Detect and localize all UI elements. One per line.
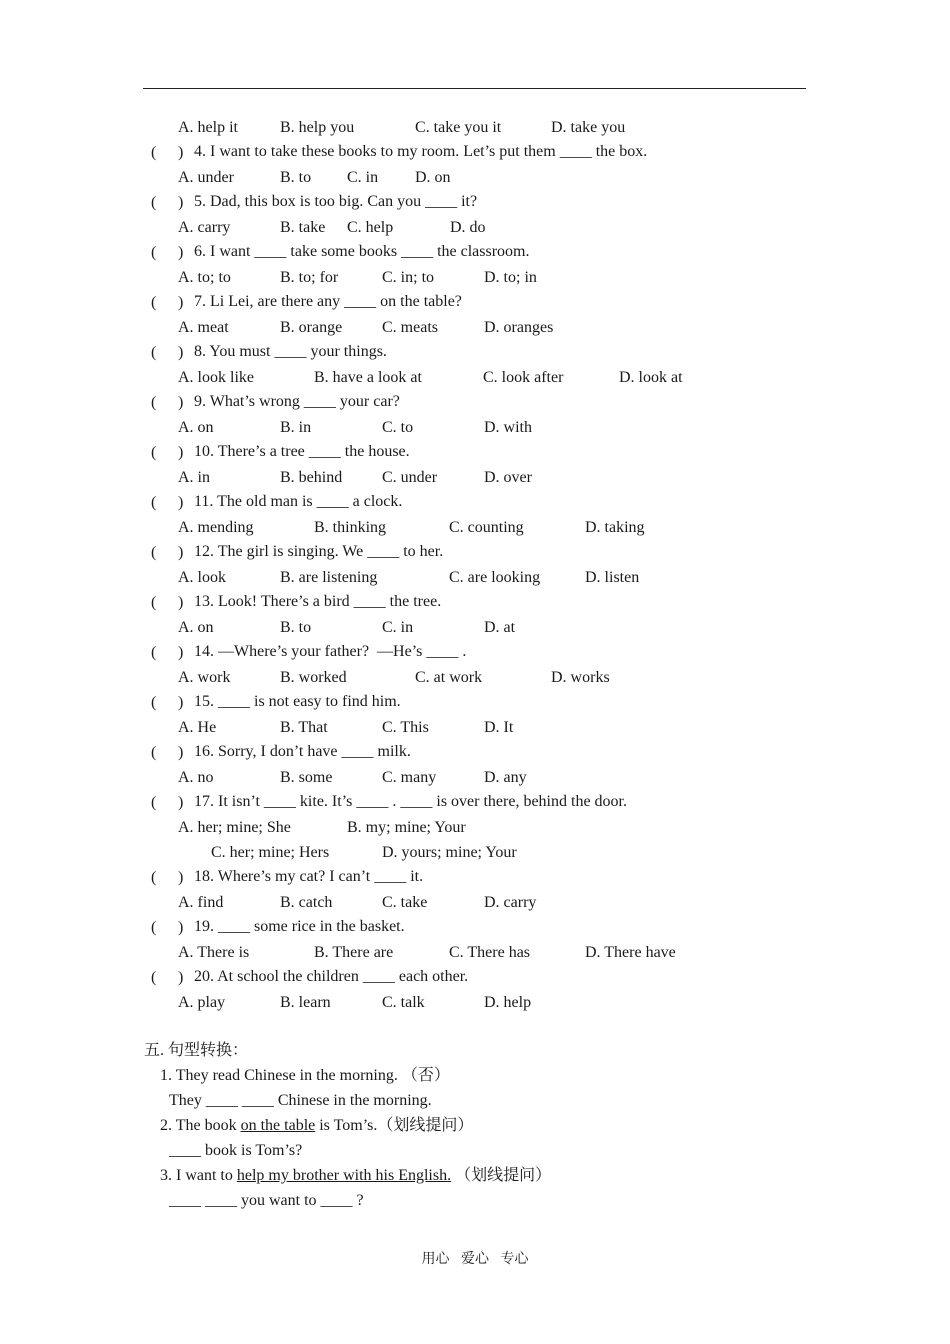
q16-option-d: D. any — [484, 769, 527, 786]
answer-blank-close-11: ) — [178, 494, 184, 511]
transform-q1 — [160, 1065, 450, 1087]
q18-option-c: C. take — [382, 894, 428, 911]
q12-option-d: D. listen — [585, 569, 640, 586]
question-8-stem: 8. You must ____ your things. — [194, 343, 387, 360]
answer-blank-close-17: ) — [178, 794, 184, 811]
question-14-stem: 14. —Where’s your father? —He’s ____ . — [194, 643, 467, 660]
q14-option-b: B. worked — [280, 669, 347, 686]
question-9-stem: 9. What’s wrong ____ your car? — [194, 393, 400, 410]
answer-blank-close-14: ) — [178, 644, 184, 661]
q8-option-d: D. look at — [619, 369, 683, 386]
q14-option-c: C. at work — [415, 669, 483, 686]
q3-option-a: A. help it — [178, 119, 238, 136]
q8-option-a: A. look like — [178, 369, 254, 386]
answer-blank-close-7: ) — [178, 294, 184, 311]
q7-option-b: B. orange — [280, 319, 343, 336]
answer-blank-close-15: ) — [178, 694, 184, 711]
q8-option-c: C. look after — [483, 369, 564, 386]
q15-option-d: D. It — [484, 719, 514, 736]
transform-q1-note: （否） — [401, 1067, 450, 1084]
answer-blank-close-20: ) — [178, 969, 184, 986]
question-16-stem: 16. Sorry, I don’t have ____ milk. — [194, 743, 411, 760]
question-6-stem: 6. I want ____ take some books ____ the classroom. — [194, 243, 530, 260]
answer-blank-open-4: ( — [151, 144, 157, 161]
q11-option-b: B. thinking — [314, 519, 387, 536]
answer-blank-open-13: ( — [151, 594, 157, 611]
q13-option-d: D. at — [484, 619, 516, 636]
q9-option-a: A. on — [178, 419, 214, 436]
transform-q2-post: is Tom’s. — [315, 1117, 378, 1134]
q14-option-d: D. works — [551, 669, 610, 686]
q20-option-b: B. learn — [280, 994, 331, 1011]
question-15-stem: 15. ____ is not easy to find him. — [194, 693, 401, 710]
header-rule — [143, 88, 806, 89]
q19-option-d: D. There have — [585, 944, 676, 961]
q19-option-a: A. There is — [178, 944, 250, 961]
q15-option-a: A. He — [178, 719, 217, 736]
answer-blank-open-20: ( — [151, 969, 157, 986]
q13-option-c: C. in — [382, 619, 414, 636]
answer-blank-open-18: ( — [151, 869, 157, 886]
answer-blank-open-12: ( — [151, 544, 157, 561]
q20-option-c: C. talk — [382, 994, 425, 1011]
q15-option-c: C. This — [382, 719, 429, 736]
q8-option-b: B. have a look at — [314, 369, 422, 386]
q10-option-a: A. in — [178, 469, 210, 486]
q17-option-b: B. my; mine; Your — [347, 819, 466, 836]
answer-blank-close-8: ) — [178, 344, 184, 361]
q5-option-b: B. take — [280, 219, 326, 236]
q12-option-b: B. are listening — [280, 569, 378, 586]
q19-option-b: B. There are — [314, 944, 394, 961]
q17-option-c: C. her; mine; Hers — [211, 844, 330, 861]
answer-blank-close-18: ) — [178, 869, 184, 886]
q4-option-d: D. on — [415, 169, 451, 186]
answer-blank-close-9: ) — [178, 394, 184, 411]
answer-blank-open-16: ( — [151, 744, 157, 761]
transform-q3-answer: ____ ____ you want to ____ ? — [169, 1192, 364, 1209]
q11-option-d: D. taking — [585, 519, 645, 536]
q6-option-b: B. to; for — [280, 269, 339, 286]
q5-option-d: D. do — [450, 219, 486, 236]
q13-option-a: A. on — [178, 619, 214, 636]
answer-blank-close-4: ) — [178, 144, 184, 161]
q10-option-d: D. over — [484, 469, 532, 486]
q6-option-c: C. in; to — [382, 269, 435, 286]
transform-q2 — [160, 1115, 473, 1137]
question-17-stem: 17. It isn’t ____ kite. It’s ____ . ____ is over there, behind the door. — [194, 793, 627, 810]
q9-option-c: C. to — [382, 419, 414, 436]
q18-option-b: B. catch — [280, 894, 333, 911]
answer-blank-open-5: ( — [151, 194, 157, 211]
transform-q2-underlined: on the table — [240, 1117, 316, 1134]
q11-option-c: C. counting — [449, 519, 524, 536]
q9-option-d: D. with — [484, 419, 532, 436]
q18-option-d: D. carry — [484, 894, 537, 911]
question-13-stem: 13. Look! There’s a bird ____ the tree. — [194, 593, 442, 610]
question-19-stem: 19. ____ some rice in the basket. — [194, 918, 405, 935]
q16-option-a: A. no — [178, 769, 214, 786]
q3-option-d: D. take you — [551, 119, 626, 136]
q10-option-c: C. under — [382, 469, 438, 486]
answer-blank-open-11: ( — [151, 494, 157, 511]
answer-blank-close-5: ) — [178, 194, 184, 211]
answer-blank-close-12: ) — [178, 544, 184, 561]
q6-option-a: A. to; to — [178, 269, 231, 286]
q5-option-c: C. help — [347, 219, 394, 236]
answer-blank-open-14: ( — [151, 644, 157, 661]
transform-q2-note: （划线提问） — [377, 1117, 474, 1134]
question-4-stem: 4. I want to take these books to my room. Let’s put them ____ the box. — [194, 143, 648, 160]
q12-option-c: C. are looking — [449, 569, 541, 586]
transform-q1-text: 1. They read Chinese in the morning. — [160, 1067, 398, 1084]
answer-blank-open-17: ( — [151, 794, 157, 811]
q16-option-b: B. some — [280, 769, 333, 786]
q4-option-b: B. to — [280, 169, 312, 186]
q13-option-b: B. to — [280, 619, 312, 636]
answer-blank-close-19: ) — [178, 919, 184, 936]
q11-option-a: A. mending — [178, 519, 254, 536]
answer-blank-open-9: ( — [151, 394, 157, 411]
answer-blank-open-8: ( — [151, 344, 157, 361]
transform-q3-note: （划线提问） — [455, 1167, 552, 1184]
answer-blank-close-10: ) — [178, 444, 184, 461]
answer-blank-open-7: ( — [151, 294, 157, 311]
section-five-title: 五. 句型转换： — [144, 1042, 249, 1059]
q7-option-d: D. oranges — [484, 319, 554, 336]
q10-option-b: B. behind — [280, 469, 343, 486]
transform-q3 — [160, 1165, 551, 1187]
q15-option-b: B. That — [280, 719, 328, 736]
transform-q1-answer: They ____ ____ Chinese in the morning. — [169, 1092, 432, 1109]
q12-option-a: A. look — [178, 569, 226, 586]
q18-option-a: A. find — [178, 894, 224, 911]
answer-blank-open-6: ( — [151, 244, 157, 261]
question-5-stem: 5. Dad, this box is too big. Can you ____ it? — [194, 193, 478, 210]
answer-blank-open-19: ( — [151, 919, 157, 936]
q20-option-a: A. play — [178, 994, 226, 1011]
question-11-stem: 11. The old man is ____ a clock. — [194, 493, 403, 510]
question-20-stem: 20. At school the children ____ each other. — [194, 968, 469, 985]
q5-option-a: A. carry — [178, 219, 231, 236]
answer-blank-close-6: ) — [178, 244, 184, 261]
q7-option-a: A. meat — [178, 319, 229, 336]
q9-option-b: B. in — [280, 419, 312, 436]
q4-option-a: A. under — [178, 169, 234, 186]
transform-q3-underlined: help my brother with his English. — [236, 1167, 452, 1184]
answer-blank-close-13: ) — [178, 594, 184, 611]
q4-option-c: C. in — [347, 169, 379, 186]
q3-option-c: C. take you it — [415, 119, 502, 136]
q16-option-c: C. many — [382, 769, 437, 786]
q3-option-b: B. help you — [280, 119, 355, 136]
answer-blank-open-15: ( — [151, 694, 157, 711]
q17-option-d: D. yours; mine; Your — [382, 844, 517, 861]
question-18-stem: 18. Where’s my cat? I can’t ____ it. — [194, 868, 424, 885]
question-12-stem: 12. The girl is singing. We ____ to her. — [194, 543, 444, 560]
q7-option-c: C. meats — [382, 319, 438, 336]
transform-q2-answer: ____ book is Tom’s? — [169, 1142, 303, 1159]
footer-motto: 用心 爱心 专心 — [421, 1252, 529, 1267]
answer-blank-open-10: ( — [151, 444, 157, 461]
q6-option-d: D. to; in — [484, 269, 537, 286]
transform-q3-pre: 3. I want to — [160, 1167, 237, 1184]
q17-option-a: A. her; mine; She — [178, 819, 291, 836]
q14-option-a: A. work — [178, 669, 231, 686]
question-7-stem: 7. Li Lei, are there any ____ on the table? — [194, 293, 462, 310]
q20-option-d: D. help — [484, 994, 532, 1011]
q19-option-c: C. There has — [449, 944, 531, 961]
question-10-stem: 10. There’s a tree ____ the house. — [194, 443, 410, 460]
answer-blank-close-16: ) — [178, 744, 184, 761]
transform-q2-pre: 2. The book — [160, 1117, 241, 1134]
